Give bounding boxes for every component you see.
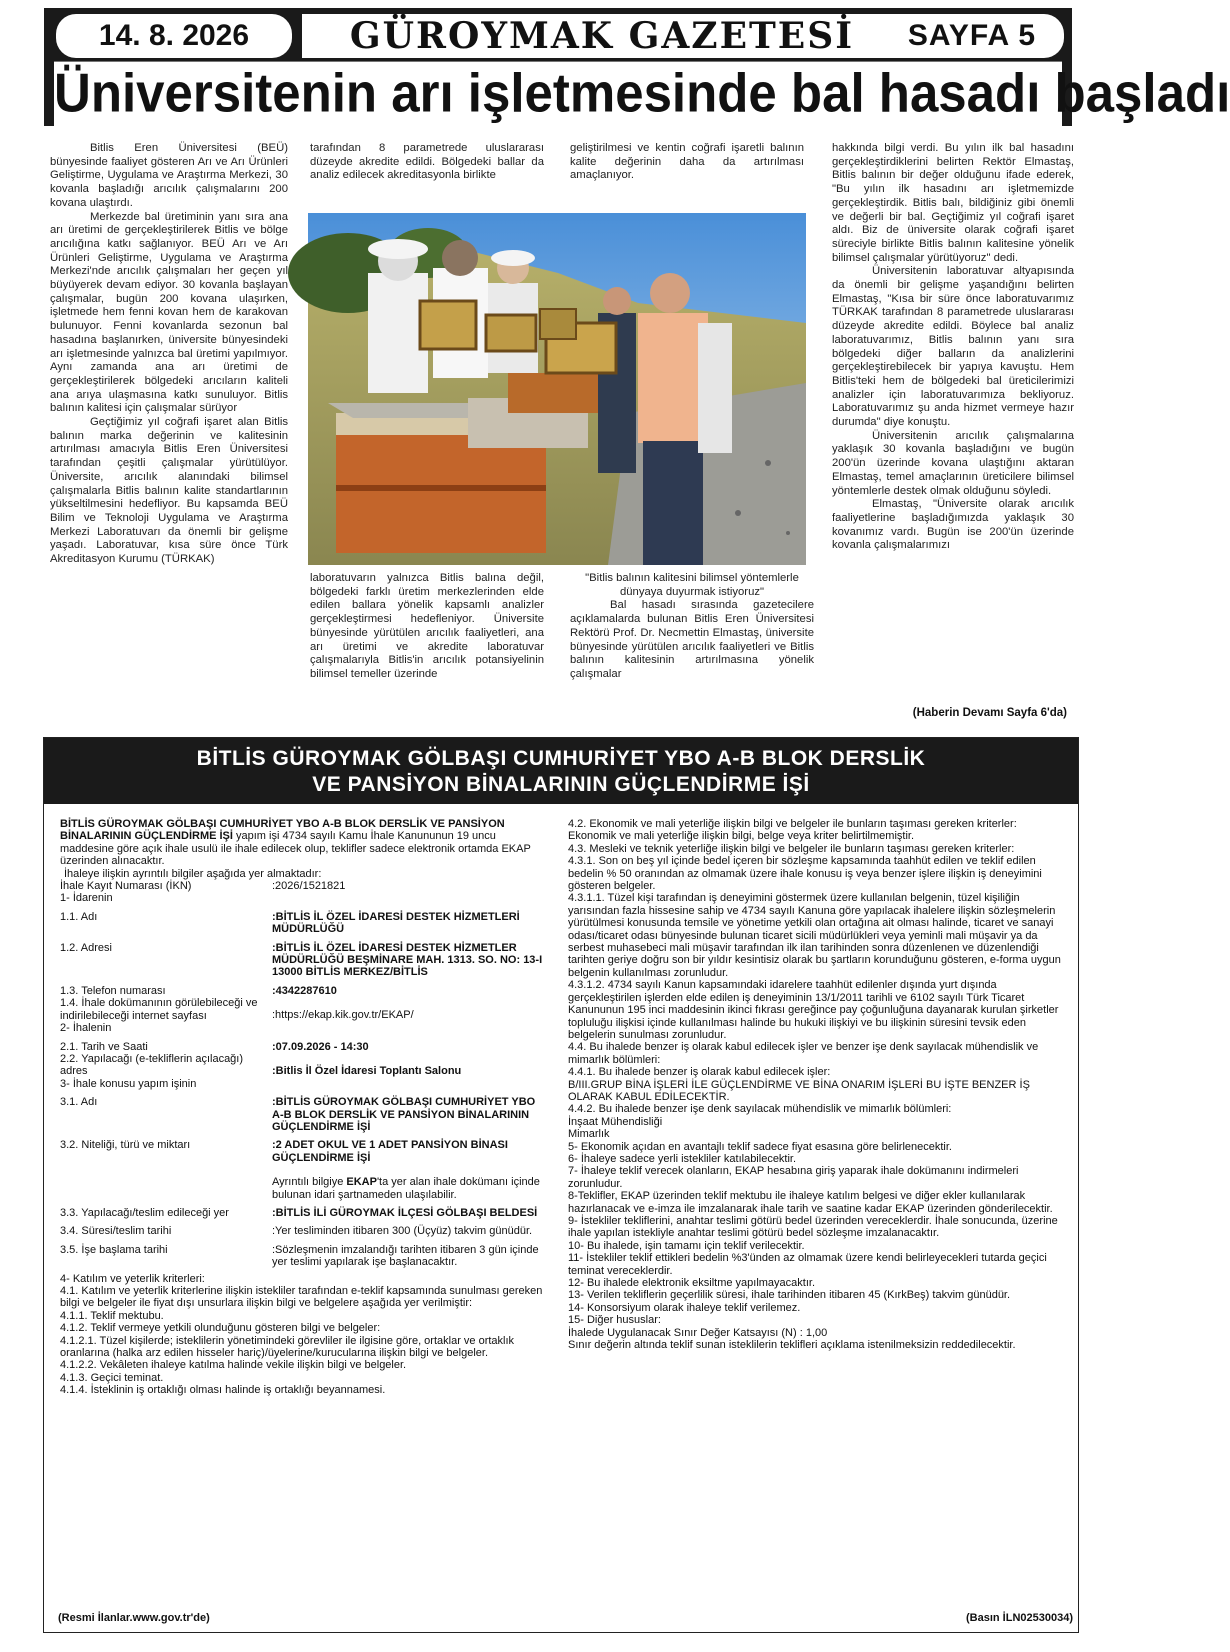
field-label: 2.1. Tarih ve Saati (60, 1040, 148, 1053)
beekeepers-harvest-image (308, 213, 806, 565)
field-value: :07.09.2026 - 14:30 (272, 1040, 369, 1053)
field-value: :2 ADET OKUL VE 1 ADET PANSİYON BİNASI GÜÇLENDİRME İŞİ (272, 1139, 508, 1164)
notice-column-left (60, 818, 548, 1397)
notice-line: 13- Verilen tekliflerin geçerlilik süresi, ihale tarihinden itibaren 45 (KırkBeş) takvim günüdür. (568, 1289, 1011, 1302)
notice-line: Ekonomik ve mali yeterliğe ilişkin bilgi, belge veya kriter belirtilmemiştir. (568, 830, 915, 843)
newspaper-name: GÜROYMAK GAZETESİ (302, 14, 902, 58)
notice-section: 3- İhale konusu yapım işinin (60, 1077, 197, 1090)
article-paragraph: geliştirilmesi ve kentin coğrafi işaretli balının kalite değerinin daha da artırılması amaçlanıyor. (570, 142, 804, 182)
notice-title-line-1: BİTLİS GÜROYMAK GÖLBAŞI CUMHURİYET YBO A-B BLOK DERSLİK (196, 747, 926, 770)
notice-intro (60, 818, 548, 868)
article-paragraph: Üniversitenin arıcılık çalışmalarına yaklaşık 30 kovanla başladığını ve bugün 200'ün üzerinde kovana ulaştığını aktaran Elmastaş, temel amaçlarının üreticilere bilimsel yöntemlerle destek olmak olduğunu söyledi. (832, 429, 1074, 497)
notice-field (60, 985, 548, 997)
notice-section: 2- İhalenin (60, 1022, 112, 1035)
notice-line: 4.1. Katılım ve yeterlik kriterlerine ilişkin istekliler tarafından e-teklif kapsamında sunulması gereken bilgi ve belgeler ile fiyat dışı unsurlara ilişkin bilgi ve belgelere aşağıda yer verilmiştir: (60, 1285, 543, 1310)
footer-code: (Basın İLN02530034) (966, 1612, 1073, 1624)
notice-line: 4.2. Ekonomik ve mali yeterliğe ilişkin bilgi ve belgeler ile bunların taşıması gereken kriterler: (568, 818, 1017, 830)
note-text: Ayrıntılı bilgiye (272, 1176, 347, 1189)
notice-intro-text: yapım işi 4734 sayılı Kamu İhale Kanununun 19 uncu maddesine göre açık ihale usulü ile ihale edilecek olup, teklifler sadece elektronik ortamda EKAP üzerinden alınacaktır. (60, 830, 531, 868)
field-label: 1.3. Telefon numarası (60, 984, 166, 997)
notice-line: 4.4.2. Bu ihalede benzer işe denk sayılacak mühendislik ve mimarlık bölümleri: (568, 1103, 952, 1116)
field-value: :Sözleşmenin imzalandığı tarihten itibaren 3 gün içinde yer teslimi yapılarak işe başlanacaktır. (272, 1243, 539, 1269)
notice-title-line-2: VE PANSİYON BİNALARININ GÜÇLENDİRME İŞİ (312, 773, 810, 796)
article-paragraph: Elmastaş, "Üniversite olarak arıcılık faaliyetlerine başladığımızda yaklaşık 30 kovanımız vardı. Bugün ise 200'ün üzerinde kovanla çalışmalarımızı (832, 498, 1074, 552)
notice-line: İnşaat Mühendisliği (568, 1115, 663, 1128)
note-ekap: EKAP (346, 1176, 377, 1189)
article-column-2-top (310, 142, 544, 183)
notice-field (60, 1053, 548, 1078)
notice-line: B/III.GRUP BİNA İŞLERİ İLE GÜÇLENDİRME VE BİNA ONARIM İŞLERİ BU İŞTE BENZER İŞ OLARAK KABUL EDİLECEKTİR. (568, 1078, 1030, 1103)
notice-line: 6- İhaleye sadece yerli istekliler katılabilecektir. (568, 1152, 797, 1165)
footer-source: (Resmi İlanlar.www.gov.tr'de) (58, 1612, 210, 1624)
field-label: 3.4. Süresi/teslim tarihi (60, 1225, 172, 1238)
notice-line: 7- İhaleye teklif verecek olanların, EKAP hesabına giriş yaparak ihale dokümanını indirmeleri zorunludur. (568, 1165, 1019, 1190)
notice-line: İhalede Uygulanacak Sınır Değer Katsayısı (N) : 1,00 (568, 1326, 828, 1339)
field-value: :Bitlis İl Özel İdaresi Toplantı Salonu (272, 1064, 462, 1077)
page-number: SAYFA 5 (880, 14, 1064, 58)
notice-line: 14- Konsorsiyum olarak ihaleye teklif verilemez. (568, 1301, 801, 1314)
masthead (44, 8, 1230, 126)
beekeeping-photo (308, 213, 806, 565)
article-paragraph: Geçtiğimiz yıl coğrafi işaret alan Bitlis balının marka değerinin ve kalitesinin artırılması amacıyla Bitlis Eren Üniversitesi tarafından çeşitli çalışmalar yürütülüyor. Üniversite, arıcılık alanındaki bilimsel çalışmalarla Bitlis balının kalite standartlarının yükseltilmesini hedefliyor. Bu kapsamda BEÜ Bilim ve Teknoloji Uygulama ve Araştırma Merkezi Laboratuvarı da önemli bir gelişme yaşadı. Laboratuvar, kısa süre önce Türk Akreditasyon Kurumu (TÜRKAK) (50, 416, 288, 566)
tender-notice (43, 737, 1079, 1633)
notice-title (44, 738, 1078, 804)
notice-line: 11- İstekliler teklif ettikleri bedelin %3'ünden az olmamak üzere kendi belirleyecekleri tutarda geçici teminat vereceklerdir. (568, 1252, 1047, 1277)
notice-field (60, 942, 548, 979)
article-column-3-bottom (570, 572, 814, 682)
continued-note: (Haberin Devamı Sayfa 6'da) (912, 707, 1067, 719)
article-paragraph: tarafından 8 parametrede uluslararası düzeyde akredite edildi. Bölgedeki ballar da analiz edilecek akreditasyonla birlikte (310, 142, 544, 182)
notice-line: 15- Diğer hususlar: (568, 1314, 661, 1327)
field-label: İhale Kayıt Numarası (İKN) (60, 880, 192, 893)
field-value: :4342287610 (272, 984, 337, 997)
field-spacer (60, 1176, 272, 1201)
notice-field (60, 1096, 548, 1133)
article-paragraph: laboratuvarın yalnızca Bitlis balına değil, bölgedeki farklı üretim merkezlerinden elde edilen ballara yönelik kapsamlı analizler gerçekleştirmesi hedefleniyor. Üniversite bünyesinde yürütülen arıcılık faaliyetleri, ana arı üretimi ve akredite laboratuvar çalışmalarıyla Bitlis'in arıcılık potansiyelinin bilimsel temeller üzerinde (310, 572, 544, 680)
note-text: 'ta yer alan ihale dokümanı içinde bulunan idari şartnameden ulaşılabilir. (272, 1176, 540, 1201)
field-label: 1.2. Adresi (60, 941, 112, 954)
field-value: :Yer tesliminden itibaren 300 (Üçyüz) takvim günüdür. (272, 1225, 533, 1238)
notice-line: 4.4. Bu ihalede benzer iş olarak kabul edilecek işler ve benzer işe denk sayılacak mühendislik ve mimarlık bölümleri: (568, 1041, 1039, 1066)
field-label: 3.3. Yapılacağı/teslim edileceği yer (60, 1206, 229, 1219)
notice-line: Sınır değerin altında teklif sunan isteklilerin teklifleri açıklama istenilmeksizin reddedilecektir. (568, 1339, 1016, 1352)
notice-line: 4.1.2.1. Tüzel kişilerde; isteklilerin yönetimindeki görevliler ile ilgisine göre, ortaklar ve ortaklık oranlarına (halka arz edilen hisseler hariç)/üyelerine/kurucularına ilişkin bilgi ve belgeler. (60, 1334, 515, 1360)
notice-field (60, 1244, 548, 1269)
notice-line: İhaleye ilişkin ayrıntılı bilgiler aşağıda yer almaktadır: (64, 867, 322, 880)
field-value: :BİTLİS İLİ GÜROYMAK İLÇESİ GÖLBAŞI BELDESİ (272, 1206, 538, 1219)
notice-column-right (568, 818, 1064, 1351)
notice-line: Mimarlık (568, 1128, 610, 1141)
notice-field (60, 1225, 548, 1237)
article-headline: Üniversitenin arı işletmesinde bal hasadı başladı (54, 62, 1062, 127)
notice-field (60, 1207, 548, 1219)
field-label: 3.1. Adı (60, 1096, 98, 1109)
article-paragraph: hakkında bilgi verdi. Bu yılın ilk bal hasadını gerçekleştirdiklerini belirten Rektör Elmastaş, Bitlis balının bir değer olduğunu ifade ederek, "Bu yılın ilk hasadını arı işletmemizde gerçekleştirdik. Bitlis balı, bildiğiniz gibi önemli ve değerli bir bal. Geçtiğimiz yıl coğrafi işaret aldı. Biz de üniversite olarak coğrafi işaret süreciyle birlikte Bitlis balının kalitesine yönelik bilimsel çalışmalar yürütüyoruz" dedi. (832, 142, 1074, 264)
notice-section: 1- İdarenin (60, 892, 113, 905)
field-label: 3.5. İşe başlama tarihi (60, 1243, 168, 1256)
notice-field (60, 1041, 548, 1053)
notice-intro-title: BİTLİS GÜROYMAK GÖLBAŞI CUMHURİYET YBO A-B BLOK DERSLİK VE PANSİYON BİNALARININ GÜÇLENDİRME İŞİ (60, 818, 505, 843)
notice-line: 4.1.1. Teklif mektubu. (60, 1309, 164, 1322)
field-value: :BİTLİS İL ÖZEL İDARESİ DESTEK HİZMETLERİ MÜDÜRLÜĞÜ (272, 910, 520, 936)
field-value: :https://ekap.kik.gov.tr/EKAP/ (272, 1009, 414, 1022)
field-label: 3.2. Niteliği, türü ve miktarı (60, 1139, 191, 1152)
notice-field (60, 1139, 548, 1164)
notice-field (60, 911, 548, 936)
field-value: :BİTLİS İL ÖZEL İDARESİ DESTEK HİZMETLER MÜDÜRLÜĞÜ BEŞMİNARE MAH. 1313. SO. NO: 13-I 13000 BİTLİS MERKEZ/BİTLİS (272, 941, 543, 979)
notice-line: 4.1.2.2. Vekâleten ihaleye katılma halinde vekile ilişkin bilgi ve belgeler. (60, 1359, 407, 1372)
issue-date: 14. 8. 2026 (56, 14, 292, 58)
article-column-4 (832, 142, 1074, 553)
notice-field (60, 997, 548, 1022)
field-value: :2026/1521821 (272, 880, 346, 893)
article-column-3-top (570, 142, 804, 183)
field-label: 1.1. Adı (60, 910, 98, 923)
notice-line: 4.1.4. İsteklinin iş ortaklığı olması halinde iş ortaklığı beyannamesi. (60, 1384, 386, 1397)
notice-line: 4.4.1. Bu ihalede benzer iş olarak kabul edilecek işler: (568, 1066, 831, 1079)
notice-line: 4.3.1. Son on beş yıl içinde bedel içeren bir sözleşme kapsamında taahhüt edilen ve teklif edilen bedelin % 50 oranından az olmamak üzere ihale konusu iş veya benzer işlere ilişkin iş deneyimini gösteren belgeler. (568, 855, 1042, 893)
field-value: :BİTLİS GÜROYMAK GÖLBAŞI CUMHURİYET YBO A-B BLOK DERSLİK VE PANSİYON BİNALARININ GÜÇLENDİRME İŞİ (272, 1096, 536, 1133)
notice-line: 12- Bu ihalede elektronik eksiltme yapılmayacaktır. (568, 1277, 816, 1290)
article-column-1 (50, 142, 288, 567)
article-paragraph: Bitlis Eren Üniversitesi (BEÜ) bünyesinde faaliyet gösteren Arı ve Arı Ürünleri Geliştirme, Uygulama ve Araştırma Merkezi, 30 kovanla başladığı arıcılık çalışmalarını 200 kovana ulaştırdı. (50, 142, 288, 209)
field-label: 1.4. İhale dokümanının görülebileceği ve indirilebileceği internet sayfası (60, 997, 258, 1022)
notice-line: 4.1.3. Geçici teminat. (60, 1371, 164, 1384)
notice-line: 10- Bu ihalede, işin tamamı için teklif verilecektir. (568, 1239, 805, 1252)
field-value (272, 1176, 548, 1201)
article-column-2-bottom (310, 572, 544, 682)
notice-line: 4.3.1.1. Tüzel kişi tarafından iş deneyimini göstermek üzere kullanılan belgenin, tüzel kişiliğin yarısından fazla hissesine sahip ve 4734 sayılı Kanuna göre yapılacak ihalelere ilişkin sözleşmelerin yürütülmesi konusunda temsile ve yönetime yetkili olan ortağına ait olması halinde, ticaret ve sanayi odası/ticaret odası bünyesinde bulunan ticaret sicili müdürlükleri veya yeminli mali müşavir ya da serbest muhasebeci mali müşavir tarafından ilk ilan tarihinden sonra düzenlenen ve düzenlendiği tarihten geriye doğru son bir yıldır kesintisiz olarak bu şartların korunduğunu gösteren, e-forma uygun belgenin kullanılması zorunludur. (568, 892, 1061, 979)
notice-line: 9- İstekliler tekliflerini, anahtar teslimi götürü bedel üzerinden vereceklerdir. İhale sonucunda, üzerine ihale yapılan istekliyle anahtar teslimi götürü bedel sözleşme imzalanacaktır. (568, 1215, 1058, 1240)
notice-line: 4.3.1.2. 4734 sayılı Kanun kapsamındaki idarelere taahhüt edilenler dışında yurt dışında gerçekleştirilen işlerden elde edilen iş deneyiminin 13/1/2011 tarihli ve 6102 sayılı Türk Ticaret Kanununun 195 inci maddesinin ikinci fıkrası gereğince pay çoğunluğuna dayanarak kurulan şirketler topluluğu ilişkisi içinde kullanılması halinde bu hukuki ilişkiyi ve bu ilişkinin süresini tevsik eden belgelerin sunulması zorunludur. (568, 979, 1059, 1041)
field-label: 2.2. Yapılacağı (e-tekliflerin açılacağı) adres (60, 1052, 244, 1078)
notice-field-ikn (60, 880, 548, 892)
article-subheading: "Bitlis balının kalitesini bilimsel yöntemlerle dünyaya duyurmak istiyoruz" (585, 572, 799, 598)
notice-line: 4.3. Mesleki ve teknik yeterliğe ilişkin bilgi ve belgeler ile bunların taşıması gereken kriterler: (568, 842, 1015, 855)
notice-line: 5- Ekonomik açıdan en avantajlı teklif sadece fiyat esasına göre belirlenecektir. (568, 1140, 952, 1153)
notice-line: 4.1.2. Teklif vermeye yetkili olunduğunu gösteren bilgi ve belgeler: (60, 1322, 381, 1335)
notice-field-note (60, 1176, 548, 1201)
article-paragraph: Üniversitenin laboratuvar altyapısında da önemli bir gelişme yaşandığını belirten Elmastaş, "Kısa bir süre önce laboratuvarımız TÜRKAK tarafından 8 parametrede uluslararası düzeyde akredite edildi. Böylece bal analiz laboratuvarımız, Bitlis balının yanı sıra bölgedeki diğer balların da analizlerini gerçekleştirebilecek bir yapıya kavuştu. Hem Bitlis'teki hem de bölgedeki bal üreticilerimizi analizler için laboratuvarımıza bekliyoruz. Laboratuvarımız şu anda hizmet vermeye hazır durumda" diye konuştu. (832, 265, 1074, 429)
notice-line: 8-Teklifler, EKAP üzerinden teklif mektubu ile ihaleye katılım belgesi ve diğer ekler kullanılarak hazırlanacak ve e-imza ile imzalanarak ihale tarih ve saatine kadar EKAP üzerinden gönderilecektir. (568, 1190, 1053, 1215)
article-paragraph: Merkezde bal üretiminin yanı sıra ana arı üretimi de gerçekleştirilerek Bitlis ve bölge arıcılığına katkı sağlanıyor. BEÜ Arı ve Arı Ürünleri Geliştirme, Uygulama ve Araştırma Merkezi'nde arıcılık çalışmaları her geçen yıl büyüyerek devam ediyor. 30 kovanla başlayan çalışmalar, bugün 200 kovana ulaşırken, işletmede hem fenni kovan hem de karakovan bulunuyor. Fenni kovanlarda sezonun bal hasadına başlanırken, üniversite bünyesindeki arı işletmesinde yalnızca bal üretimi yapılmıyor. Aynı zamanda ana arı üretimi de gerçekleştirilerek bölgedeki arıcıların kaliteli ana arıya ulaşmasına katkı sunuluyor. Bitlis balının kalitesi için çalışmalar sürüyor (50, 210, 288, 415)
article-paragraph: Bal hasadı sırasında gazetecilere açıklamalarda bulunan Bitlis Eren Üniversitesi Rektörü Prof. Dr. Necmettin Elmastaş, üniversite bünyesinde yürütülen arıcılık faaliyetleri ve Bitlis balının kalitesinin artırılmasına yönelik çalışmalar (570, 599, 814, 680)
notice-section: 4- Katılım ve yeterlik kriterleri: (60, 1272, 205, 1285)
